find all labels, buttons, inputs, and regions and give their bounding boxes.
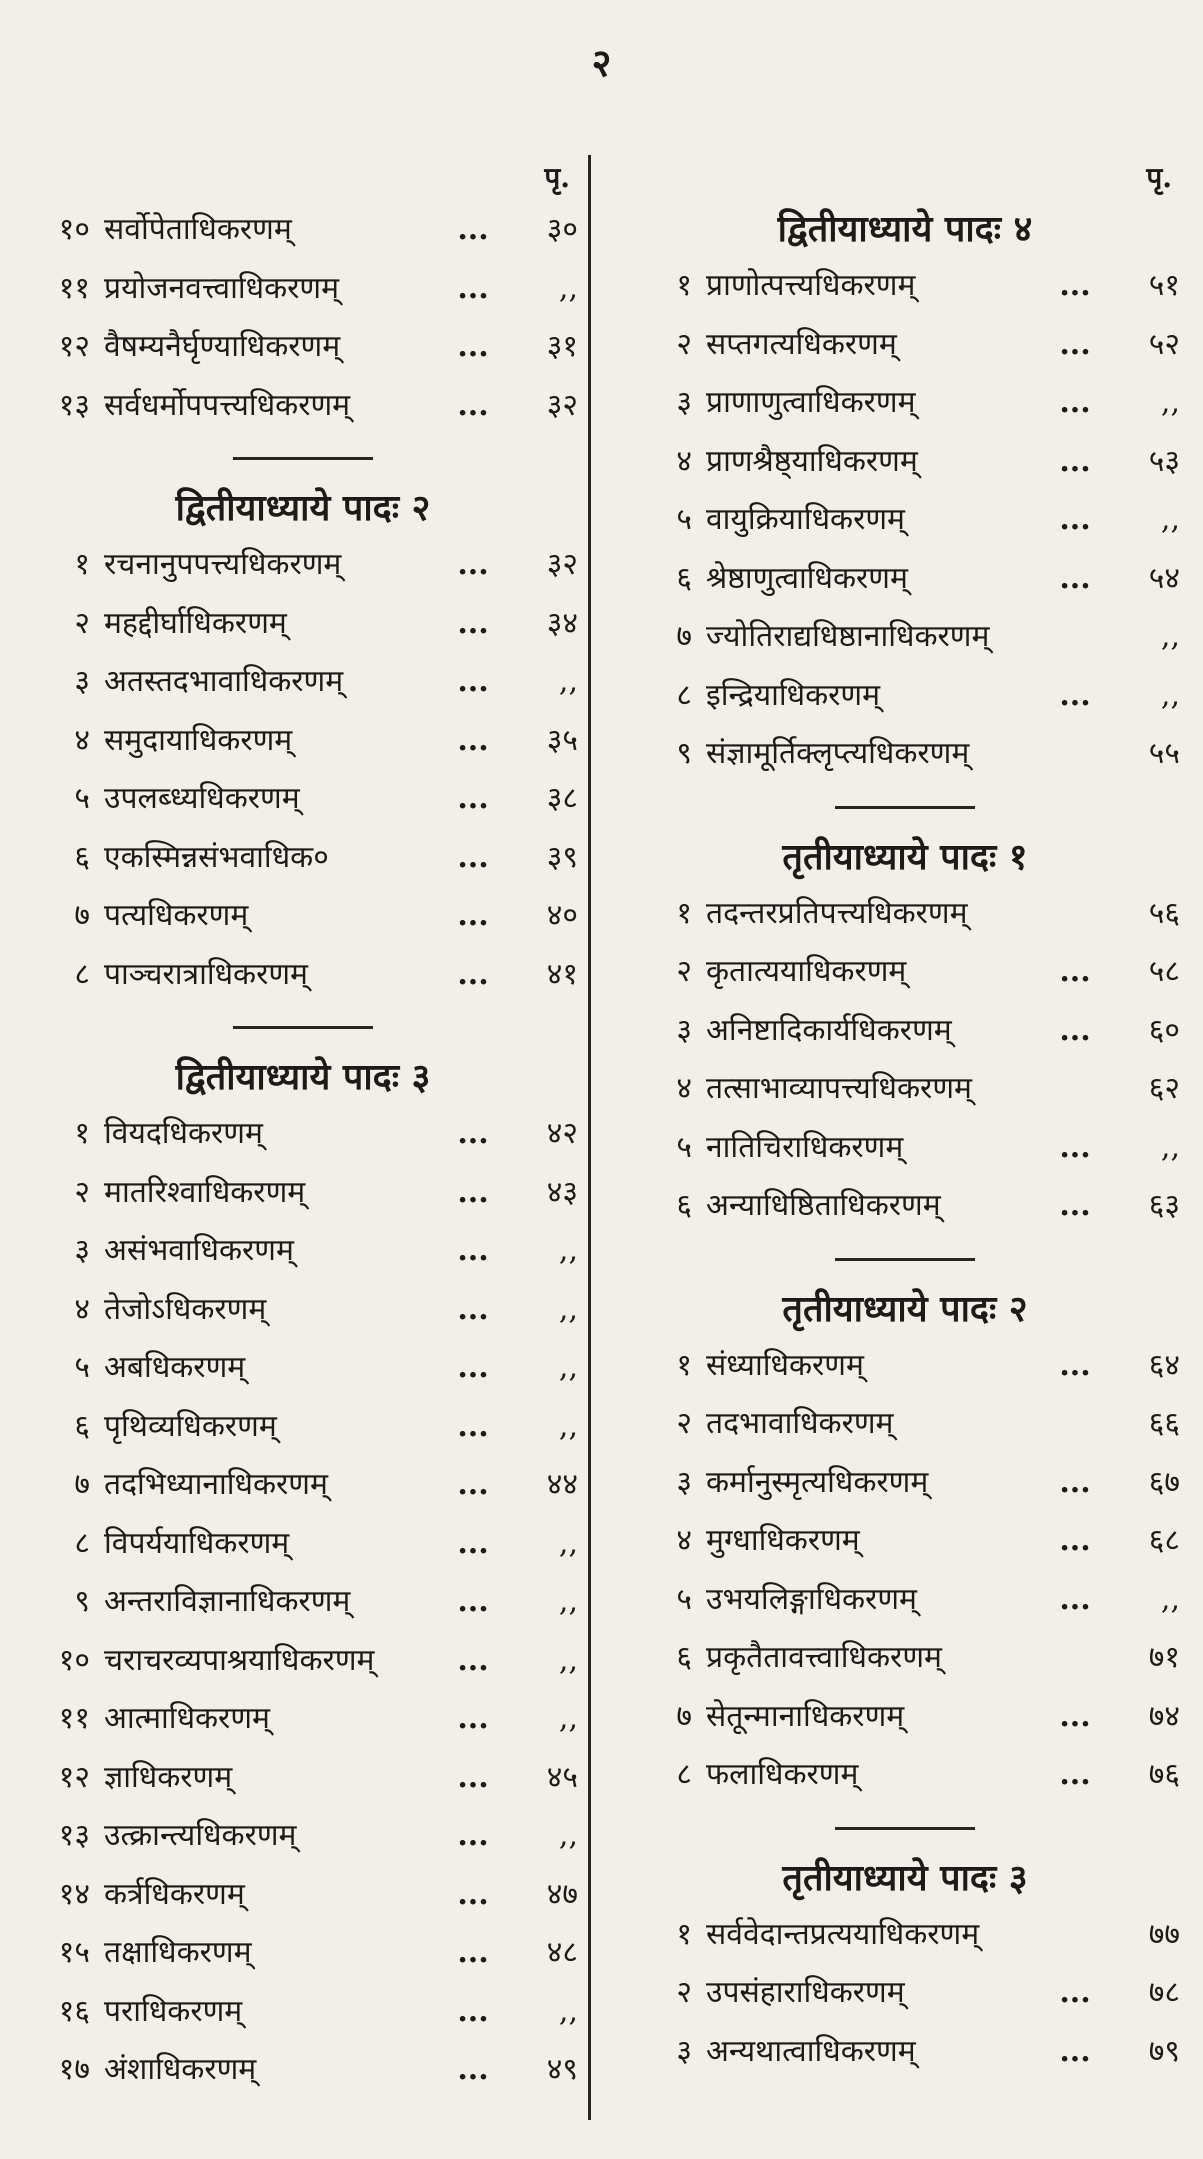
entry-page: ४८ — [546, 1935, 578, 1970]
entry-title: तदभावाधिकरणम् — [706, 1406, 894, 1441]
entry-title: सर्वधर्मोपपत्त्यधिकरणम् — [104, 387, 351, 423]
entry-number: १ — [676, 895, 692, 931]
entry-page: ४१ — [546, 956, 578, 992]
toc-entry — [28, 829, 578, 888]
column-divider — [588, 155, 591, 2120]
section-title: तृतीयाध्याये पादः १ — [782, 835, 1028, 878]
entry-page: ४० — [546, 898, 578, 933]
entry-number: ५ — [676, 1581, 692, 1617]
leader-dots: ... — [1059, 677, 1091, 713]
entry-page: ,, — [1160, 619, 1180, 654]
entry-number: ९ — [74, 1584, 90, 1619]
entry-number: १६ — [58, 1993, 90, 2029]
entry-title: संज्ञामूर्तिक्लृप्त्यधिकरणम् — [706, 736, 970, 771]
entry-page: ७१ — [1148, 1640, 1180, 1675]
entry-page: ७७ — [1148, 1916, 1180, 1952]
section-title: तृतीयाध्याये पादः ३ — [782, 1856, 1028, 1899]
entry-number: ५ — [74, 1350, 90, 1385]
entry-page: ५६ — [1148, 895, 1180, 931]
section-title: द्वितीयाध्याये पादः २ — [175, 487, 431, 529]
entry-title: प्राणाणुत्वाधिकरणम् — [706, 385, 916, 420]
leader-dots: ... — [457, 605, 489, 641]
page-column-header: पृ. — [544, 161, 570, 194]
entry-page: ३५ — [546, 722, 578, 758]
leader-dots: ... — [457, 270, 489, 306]
toc-entry — [28, 1515, 578, 1574]
leader-dots: ... — [1059, 502, 1091, 537]
entry-title: मुग्धाधिकरणम् — [706, 1523, 860, 1558]
entry-number: ५ — [676, 502, 692, 537]
entry-title: संध्याधिकरणम् — [706, 1347, 864, 1383]
entry-title: प्राणश्रैष्ठ्याधिकरणम् — [706, 443, 918, 479]
leader-dots: ... — [457, 1759, 489, 1795]
leader-dots: ... — [1059, 1012, 1091, 1048]
toc-entry — [630, 1746, 1180, 1805]
toc-entry — [630, 725, 1180, 784]
leader-dots: ... — [457, 2052, 489, 2087]
entry-number: ९ — [676, 736, 692, 771]
entry-number: ३ — [676, 1012, 692, 1048]
leader-dots: ... — [457, 212, 489, 247]
entry-title: पराधिकरणम् — [104, 1993, 243, 2029]
entry-number: ८ — [74, 1525, 90, 1561]
toc-entry — [28, 1339, 578, 1398]
entry-page: ४७ — [546, 1876, 578, 1912]
entry-title: तदभिध्यानाधिकरणम् — [104, 1467, 328, 1502]
leader-dots: ... — [457, 387, 489, 423]
entry-page: ५४ — [1148, 560, 1180, 596]
entry-number: २ — [74, 1174, 90, 1210]
entry-page: ,, — [1160, 1581, 1180, 1617]
entry-title: प्रकृतैतावत्त्वाधिकरणम् — [706, 1640, 942, 1675]
entry-title: समुदायाधिकरणम् — [104, 722, 293, 758]
entry-title: चराचरव्यपाश्रयाधिकरणम् — [104, 1642, 375, 1678]
entry-page: ७४ — [1148, 1698, 1180, 1734]
entry-page: ,, — [558, 1642, 578, 1678]
entry-title: प्रयोजनवत्त्वाधिकरणम् — [104, 270, 340, 306]
entry-title: प्राणोत्पत्त्यधिकरणम् — [706, 268, 916, 303]
entry-title: वायुक्रियाधिकरणम् — [706, 502, 905, 537]
entry-title: पत्यधिकरणम् — [104, 898, 249, 933]
entry-number: १० — [58, 1642, 90, 1678]
leader-dots: ... — [1059, 560, 1091, 596]
toc-entry — [630, 2023, 1180, 2082]
entry-title: सर्वोपेताधिकरणम् — [104, 212, 292, 247]
leader-dots: ... — [457, 1876, 489, 1912]
entry-title: तदन्तरप्रतिपत्त्यधिकरणम् — [706, 895, 968, 931]
entry-title: तेजोऽधिकरणम् — [104, 1291, 267, 1327]
section-title: द्वितीयाध्याये पादः ३ — [175, 1056, 431, 1098]
entry-title: अन्तराविज्ञानाधिकरणम् — [104, 1584, 351, 1619]
leader-dots: ... — [1059, 385, 1091, 420]
entry-number: ३ — [676, 385, 692, 420]
section-title: द्वितीयाध्याये पादः ४ — [777, 208, 1033, 250]
entry-page: ५५ — [1148, 736, 1180, 771]
toc-entry — [630, 550, 1180, 609]
entry-title: असंभवाधिकरणम् — [104, 1233, 294, 1268]
entry-title: अतस्तदभावाधिकरणम् — [104, 664, 344, 699]
entry-page: ५१ — [1148, 268, 1180, 303]
toc-entry — [28, 377, 578, 436]
leader-dots: ... — [1059, 1698, 1091, 1734]
entry-number: १ — [676, 1916, 692, 1952]
leader-dots: ... — [1059, 1347, 1091, 1383]
entry-number: १३ — [58, 1818, 90, 1853]
toc-entry — [630, 943, 1180, 1002]
entry-number: १४ — [58, 1876, 90, 1912]
entry-page: ३२ — [546, 387, 578, 423]
entry-page: ,, — [1160, 677, 1180, 713]
entry-number: २ — [676, 1406, 692, 1441]
entry-title: अन्यथात्वाधिकरणम् — [706, 2033, 916, 2069]
entry-page: ४९ — [546, 2052, 578, 2087]
leader-dots: ... — [1059, 1581, 1091, 1617]
entry-title: कर्त्रधिकरणम् — [104, 1876, 245, 1912]
entry-number: २ — [676, 1975, 692, 2010]
entry-number: २ — [74, 605, 90, 641]
entry-page: ,, — [1160, 1129, 1180, 1165]
leader-dots: ... — [457, 722, 489, 758]
entry-number: ६ — [676, 1188, 692, 1223]
entry-number: ८ — [74, 956, 90, 992]
entry-title: इन्द्रियाधिकरणम् — [706, 677, 881, 713]
entry-title: रचनानुपपत्त्यधिकरणम् — [104, 547, 342, 582]
entry-number: ८ — [676, 1757, 692, 1792]
entry-number: १३ — [58, 387, 90, 423]
toc-entry — [630, 257, 1180, 316]
leader-dots: ... — [457, 781, 489, 816]
page-number: २ — [591, 40, 612, 85]
toc-entry — [630, 1454, 1180, 1513]
toc-entry — [28, 1690, 578, 1749]
toc-entry — [28, 1983, 578, 2042]
entry-title: उत्क्रान्त्यधिकरणम् — [104, 1818, 297, 1853]
toc-entry — [28, 201, 578, 260]
entry-page: ३२ — [546, 547, 578, 582]
leader-dots: ... — [457, 898, 489, 933]
entry-title: एकस्मिन्नसंभवाधिक० — [104, 839, 329, 875]
entry-page: ५३ — [1148, 443, 1180, 479]
entry-page: ,, — [558, 1350, 578, 1385]
entry-number: ४ — [676, 1071, 692, 1106]
entry-title: तत्साभाव्यापत्त्यधिकरणम् — [706, 1071, 972, 1106]
toc-entry — [28, 536, 578, 595]
leader-dots: ... — [457, 1350, 489, 1385]
entry-title: पृथिव्यधिकरणम् — [104, 1408, 277, 1444]
entry-number: ३ — [676, 1464, 692, 1500]
entry-number: ७ — [74, 1467, 90, 1502]
entry-page: ६० — [1148, 1012, 1180, 1048]
entry-title: वैषम्यनैर्घृण्याधिकरणम् — [104, 329, 341, 364]
entry-title: आत्माधिकरणम् — [104, 1701, 270, 1736]
entry-number: १२ — [58, 329, 90, 364]
entry-number: ७ — [676, 1698, 692, 1734]
entry-title: उभयलिङ्गाधिकरणम् — [706, 1581, 917, 1617]
entry-page: ,, — [558, 1291, 578, 1327]
entry-page: ६४ — [1148, 1347, 1180, 1383]
entry-page: ६२ — [1148, 1071, 1180, 1106]
section-divider — [233, 457, 373, 460]
entry-number: १० — [58, 212, 90, 247]
toc-entry — [630, 1629, 1180, 1688]
entry-page: ४४ — [546, 1467, 578, 1502]
entry-number: ६ — [74, 1408, 90, 1444]
toc-entry — [28, 1573, 578, 1632]
entry-number: ३ — [74, 1233, 90, 1268]
leader-dots: ... — [1059, 2033, 1091, 2069]
entry-title: सर्ववेदान्तप्रत्ययाधिकरणम् — [706, 1916, 980, 1952]
entry-title: सेतून्मानाधिकरणम् — [706, 1698, 905, 1734]
entry-page: ६८ — [1148, 1523, 1180, 1558]
entry-page: ५८ — [1148, 954, 1180, 989]
leader-dots: ... — [1059, 1129, 1091, 1165]
toc-entry — [28, 946, 578, 1005]
entry-number: १५ — [58, 1935, 90, 1970]
leader-dots: ... — [457, 839, 489, 875]
toc-entry — [630, 1337, 1180, 1396]
entry-number: १७ — [58, 2052, 90, 2087]
leader-dots: ... — [457, 1818, 489, 1853]
toc-entry — [630, 1571, 1180, 1630]
entry-page: ३९ — [546, 839, 578, 875]
leader-dots: ... — [1059, 1757, 1091, 1792]
entry-page: ३१ — [546, 329, 578, 364]
toc-entry — [630, 491, 1180, 550]
entry-page: ,, — [558, 1818, 578, 1853]
entry-title: विपर्ययाधिकरणम् — [104, 1525, 290, 1561]
entry-number: ७ — [74, 898, 90, 933]
leader-dots: ... — [457, 1935, 489, 1970]
toc-entry — [630, 1395, 1180, 1454]
leader-dots: ... — [457, 664, 489, 699]
toc-entry — [630, 1177, 1180, 1236]
toc-entry — [28, 887, 578, 946]
entry-number: ५ — [74, 781, 90, 816]
entry-number: ६ — [676, 560, 692, 596]
right-column — [630, 155, 1180, 2081]
entry-title: वियदधिकरणम् — [104, 1116, 263, 1151]
leader-dots: ... — [457, 1993, 489, 2029]
leader-dots: ... — [1059, 326, 1091, 362]
entry-title: श्रेष्ठाणुत्वाधिकरणम् — [706, 560, 908, 596]
toc-entry — [28, 1924, 578, 1983]
entry-page: ७८ — [1148, 1975, 1180, 2010]
toc-entry — [630, 1119, 1180, 1178]
entry-number: ८ — [676, 677, 692, 713]
leader-dots: ... — [1059, 443, 1091, 479]
entry-page: ४३ — [546, 1174, 578, 1210]
entry-page: ,, — [558, 664, 578, 699]
leader-dots: ... — [457, 329, 489, 364]
entry-page: ,, — [558, 1525, 578, 1561]
toc-entry — [630, 608, 1180, 667]
leader-dots: ... — [457, 1116, 489, 1151]
entry-page: ,, — [558, 1993, 578, 2029]
entry-title: कर्मानुस्मृत्यधिकरणम् — [706, 1464, 929, 1500]
entry-title: उपलब्ध्यधिकरणम् — [104, 781, 300, 816]
entry-number: ४ — [74, 1291, 90, 1327]
toc-entry — [630, 1688, 1180, 1747]
entry-number: ६ — [676, 1640, 692, 1675]
toc-entry — [28, 770, 578, 829]
toc-entry — [28, 1222, 578, 1281]
toc-entry — [28, 318, 578, 377]
entry-number: १ — [74, 547, 90, 582]
entry-title: महद्दीर्घाधिकरणम् — [104, 605, 287, 641]
section-divider — [835, 1827, 975, 1830]
toc-entry — [28, 2041, 578, 2100]
leader-dots: ... — [457, 1291, 489, 1327]
leader-dots: ... — [457, 1584, 489, 1619]
section-title: तृतीयाध्याये पादः २ — [782, 1287, 1028, 1330]
entry-number: ११ — [58, 1701, 90, 1736]
page-column-header: पृ. — [1146, 161, 1172, 194]
entry-number: ४ — [676, 443, 692, 479]
toc-entry — [630, 316, 1180, 375]
entry-title: ज्ञाधिकरणम् — [104, 1759, 233, 1795]
toc-entry — [28, 1398, 578, 1457]
entry-number: ३ — [74, 664, 90, 699]
entry-number: ११ — [58, 270, 90, 306]
entry-page: ७९ — [1148, 2033, 1180, 2069]
toc-entry — [630, 885, 1180, 944]
entry-page: ,, — [1160, 502, 1180, 537]
toc-entry — [28, 1164, 578, 1223]
entry-title: पाञ्चरात्राधिकरणम् — [104, 956, 308, 992]
toc-entry — [630, 1002, 1180, 1061]
entry-number: ५ — [676, 1129, 692, 1165]
entry-page: ६६ — [1148, 1406, 1180, 1441]
entry-number: २ — [676, 954, 692, 989]
entry-page: ,, — [558, 1233, 578, 1268]
entry-page: ,, — [1160, 385, 1180, 420]
entry-number: १ — [676, 268, 692, 303]
entry-page: ६७ — [1148, 1464, 1180, 1500]
toc-entry — [630, 1060, 1180, 1119]
toc-entry — [630, 433, 1180, 492]
entry-title: कृतात्ययाधिकरणम् — [706, 954, 907, 989]
entry-page: ३४ — [546, 605, 578, 641]
leader-dots: ... — [1059, 1464, 1091, 1500]
toc-entry — [28, 1807, 578, 1866]
leader-dots: ... — [457, 1408, 489, 1444]
toc-entry — [630, 1512, 1180, 1571]
leader-dots: ... — [457, 1525, 489, 1561]
leader-dots: ... — [1059, 268, 1091, 303]
leader-dots: ... — [1059, 954, 1091, 989]
entry-page: ,, — [558, 1408, 578, 1444]
leader-dots: ... — [457, 956, 489, 992]
toc-entry — [630, 374, 1180, 433]
entry-page: ,, — [558, 1701, 578, 1736]
entry-number: ४ — [74, 722, 90, 758]
entry-number: १ — [74, 1116, 90, 1151]
leader-dots: ... — [457, 1701, 489, 1736]
entry-title: अन्याधिष्ठिताधिकरणम् — [706, 1188, 941, 1223]
entry-page: ,, — [558, 270, 578, 306]
entry-number: १ — [676, 1347, 692, 1383]
leader-dots: ... — [457, 1233, 489, 1268]
toc-entry — [28, 1456, 578, 1515]
entry-page: ७६ — [1148, 1757, 1180, 1792]
toc-entry — [28, 1281, 578, 1340]
leader-dots: ... — [457, 1467, 489, 1502]
leader-dots: ... — [1059, 1975, 1091, 2010]
entry-number: ३ — [676, 2033, 692, 2069]
leader-dots: ... — [457, 1174, 489, 1210]
toc-entry — [28, 1749, 578, 1808]
entry-number: २ — [676, 326, 692, 362]
leader-dots: ... — [457, 1642, 489, 1678]
section-divider — [835, 1258, 975, 1261]
entry-number: ४ — [676, 1523, 692, 1558]
toc-entry — [28, 595, 578, 654]
section-divider — [233, 1026, 373, 1029]
left-column — [28, 155, 578, 2100]
entry-title: तक्षाधिकरणम् — [104, 1935, 252, 1970]
entry-title: फलाधिकरणम् — [706, 1757, 859, 1792]
entry-page: ,, — [558, 1584, 578, 1619]
toc-entry — [28, 1632, 578, 1691]
leader-dots: ... — [457, 547, 489, 582]
entry-title: अंशाधिकरणम् — [104, 2052, 257, 2087]
toc-entry — [28, 1866, 578, 1925]
entry-number: १२ — [58, 1759, 90, 1795]
entry-title: मातरिश्वाधिकरणम् — [104, 1174, 306, 1210]
entry-title: अनिष्टादिकार्यधिकरणम् — [706, 1012, 952, 1048]
toc-entry — [28, 653, 578, 712]
leader-dots: ... — [1059, 1188, 1091, 1223]
entry-title: नातिचिराधिकरणम् — [706, 1129, 904, 1165]
entry-number: ७ — [676, 619, 692, 654]
leader-dots: ... — [1059, 1523, 1091, 1558]
entry-page: ६३ — [1148, 1188, 1180, 1223]
entry-page: ४२ — [546, 1116, 578, 1151]
toc-entry — [28, 260, 578, 319]
entry-page: ३८ — [546, 781, 578, 816]
entry-title: अबधिकरणम् — [104, 1350, 246, 1385]
entry-title: सप्तगत्यधिकरणम् — [706, 326, 897, 362]
entry-number: ६ — [74, 839, 90, 875]
toc-entry — [630, 667, 1180, 726]
entry-page: ५२ — [1148, 326, 1180, 362]
entry-title: उपसंहाराधिकरणम् — [706, 1975, 905, 2010]
toc-entry — [28, 712, 578, 771]
toc-entry — [630, 1906, 1180, 1965]
section-divider — [835, 806, 975, 809]
entry-page: ३० — [546, 212, 578, 247]
entry-page: ४५ — [546, 1759, 578, 1795]
toc-entry — [630, 1964, 1180, 2023]
toc-entry — [28, 1105, 578, 1164]
entry-title: ज्योतिराद्यधिष्ठानाधिकरणम् — [706, 619, 990, 654]
